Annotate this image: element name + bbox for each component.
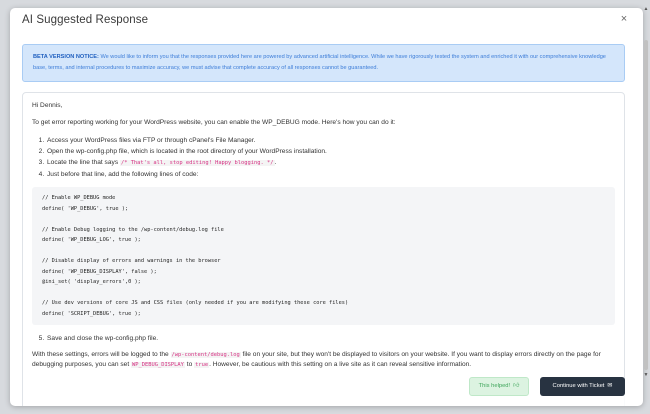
code-line-blank xyxy=(42,288,605,299)
code-line-blank xyxy=(42,214,605,225)
step-item: 2. Open the wp-config.php file, which is located in the root directory of your WordPress installation. xyxy=(46,146,615,157)
steps-list-continued xyxy=(46,333,615,344)
code-line: @ini_set( 'display_errors',0 ); xyxy=(42,279,141,285)
inline-code: /wp-content/debug.log xyxy=(171,352,240,358)
continue-label: Continue with Ticket xyxy=(552,383,605,389)
envelope-icon: ✉ xyxy=(607,383,613,389)
code-line: define( 'SCRIPT_DEBUG', true ); xyxy=(42,310,141,317)
outro-text-part: With these settings, errors will be logged to the xyxy=(32,351,171,358)
step-item: 4. Just before that line, add the following lines of code: xyxy=(46,169,615,180)
intro-text: To get error reporting working for your WordPress website, you can enable the WP_DEBUG mode. Here's how you can do it: xyxy=(32,119,396,126)
beta-notice-label: BETA VERSION NOTICE: xyxy=(33,54,99,60)
code-line: define( 'WP_DEBUG_LOG', true ); xyxy=(42,237,141,243)
code-line: // Disable display of errors and warnings in the browser xyxy=(42,258,221,264)
inline-code: /* That's all, stop editing! Happy blogging. */ xyxy=(120,160,274,166)
outro-text-part: . However, be cautious with this setting on a live site as it can reveal sensitive information. xyxy=(209,361,472,368)
scroll-down-arrow[interactable]: ▼ xyxy=(643,372,649,378)
code-line: define( 'WP_DEBUG', true ); xyxy=(42,205,129,212)
code-line-blank xyxy=(42,246,605,257)
steps-list xyxy=(46,135,615,180)
thumbs-up-icon: 👍︎ xyxy=(513,383,520,389)
code-line: // Use dev versions of core JS and CSS files (only needed if you are modifying these core files) xyxy=(42,300,349,306)
scrollbar-thumb[interactable] xyxy=(644,40,648,370)
beta-notice xyxy=(22,44,625,82)
close-button[interactable]: × xyxy=(620,13,628,25)
response-content xyxy=(22,92,625,406)
outro-text xyxy=(32,350,615,370)
step-item xyxy=(46,157,615,169)
step-item: 5. Save and close the wp-config.php file. xyxy=(46,333,615,344)
this-helped-label: This helped! xyxy=(478,383,511,389)
scroll-up-arrow[interactable]: ▲ xyxy=(643,6,649,12)
beta-notice-text: We would like to inform you that the responses provided here are powered by advanced artificial intelligence. While we have rigorously tested the system and enriched it with our comprehensive knowledge base, terms, and internal procedures to maximize accuracy, we must advise that complete accuracy of all responses cannot be guaranteed. xyxy=(33,54,606,71)
modal-header xyxy=(10,8,643,34)
outro-text-part: to xyxy=(184,361,195,368)
code-line: // Enable Debug logging to the /wp-content/debug.log file xyxy=(42,226,224,233)
code-line: // Enable WP_DEBUG mode xyxy=(42,195,116,201)
ai-response-modal xyxy=(10,8,643,406)
modal-title: AI Suggested Response xyxy=(22,14,149,26)
step-text: . xyxy=(274,159,277,166)
greeting: Hi Dennis, xyxy=(32,102,63,109)
this-helped-button[interactable] xyxy=(469,377,529,396)
inline-code: WP_DEBUG_DISPLAY xyxy=(131,362,184,368)
code-line: define( 'WP_DEBUG_DISPLAY', false ); xyxy=(42,268,157,275)
step-item: 1. Access your WordPress files via FTP or through cPanel's File Manager. xyxy=(46,135,615,146)
code-block xyxy=(32,187,615,325)
inline-code: true xyxy=(195,362,209,368)
step-text: Locate the line that says xyxy=(47,159,120,166)
outro-text-part: file on your site, but they won't be displayed to visitors on your website. If you want to display errors directly on the page for debugging purposes, you can set xyxy=(32,351,601,368)
continue-with-ticket-button[interactable] xyxy=(540,377,625,396)
